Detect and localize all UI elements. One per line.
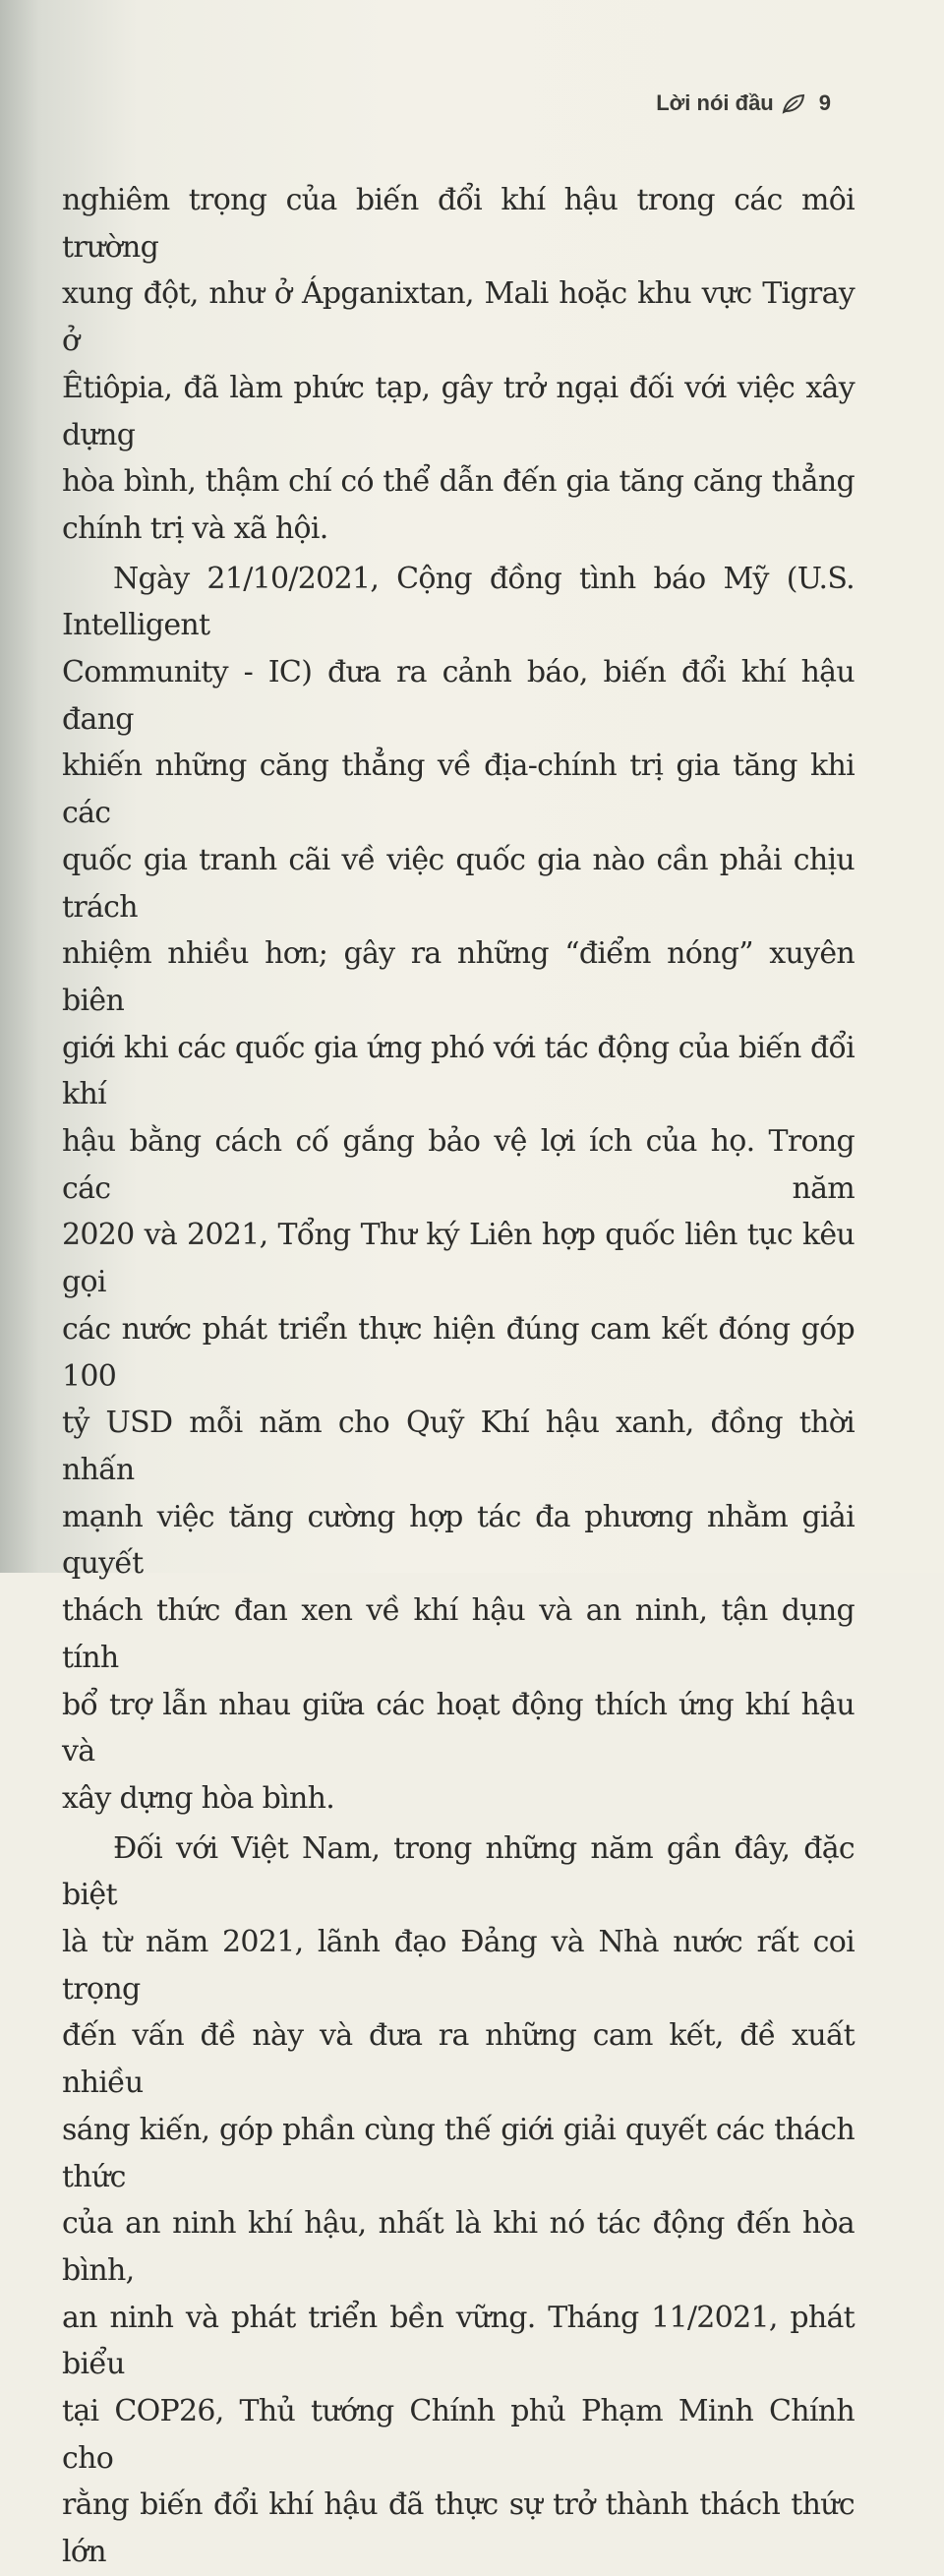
text-line: thách thức đan xen về khí hậu và an ninh, tận dụng tính [62, 1593, 855, 1675]
text-line: xung đột, như ở Ápganixtan, Mali hoặc khu vực Tigray ở [62, 276, 855, 359]
text-line: đến vấn đề này và đưa ra những cam kết, đề xuất nhiều [62, 2018, 855, 2101]
text-line: khiến những căng thẳng về địa-chính trị gia tăng khi các [62, 749, 855, 831]
text-line: nhiệm nhiều hơn; gây ra những “điểm nóng” xuyên biên [62, 936, 855, 1018]
text-line: giới khi các quốc gia ứng phó với tác động của biến đổi khí [62, 1030, 855, 1112]
paragraph [62, 556, 855, 1823]
text-line: 2020 và 2021, Tổng Thư ký Liên hợp quốc liên tục kêu gọi [62, 1218, 855, 1300]
text-line: an ninh và phát triển bền vững. Tháng 11/2021, phát biểu [62, 2300, 855, 2382]
text-line: tỷ USD mỗi năm cho Quỹ Khí hậu xanh, đồng thời nhấn [62, 1406, 855, 1487]
text-line: hòa bình, thậm chí có thể dẫn đến gia tăng căng thẳng [62, 464, 855, 500]
text-line: là từ năm 2021, lãnh đạo Đảng và Nhà nước rất coi trọng [62, 1925, 855, 2007]
text-line: hậu bằng cách cố gắng bảo vệ lợi ích của họ. Trong các năm [62, 1124, 855, 1206]
text-line: quốc gia tranh cãi về việc quốc gia nào cần phải chịu trách [62, 842, 855, 925]
text-line: Ngày 21/10/2021, Cộng đồng tình báo Mỹ (U.S. Intelligent [62, 561, 855, 643]
text-line: các nước phát triển thực hiện đúng cam kết đóng góp 100 [62, 1311, 855, 1394]
text-line: xây dựng hòa bình. [62, 1780, 335, 1816]
text-line: Êtiôpia, đã làm phức tạp, gây trở ngại đối với việc xây dựng [62, 370, 855, 452]
text-line: Community - IC) đưa ra cảnh báo, biến đổi khí hậu đang [62, 655, 855, 737]
text-line: chính trị và xã hội. [62, 510, 328, 546]
paragraph [62, 1826, 855, 2576]
text-line: Đối với Việt Nam, trong những năm gần đây, đặc biệt [62, 1830, 855, 1913]
section-title: Lời nói đầu [656, 90, 774, 115]
text-line: tại COP26, Thủ tướng Chính phủ Phạm Minh Chính cho [62, 2394, 855, 2476]
text-line: bổ trợ lẫn nhau giữa các hoạt động thích ứng khí hậu và [62, 1687, 855, 1769]
text-line: mạnh việc tăng cường hợp tác đa phương nhằm giải quyết [62, 1499, 855, 1582]
paragraph [62, 177, 855, 553]
running-header [656, 90, 831, 116]
text-line: của an ninh khí hậu, nhất là khi nó tác động đến hòa bình, [62, 2206, 855, 2288]
page-number: 9 [818, 90, 831, 115]
leaf-icon [782, 92, 807, 114]
text-line: nghiêm trọng của biến đổi khí hậu trong các môi trường [62, 183, 855, 265]
text-line: rằng biến đổi khí hậu đã thực sự trở thành thách thức lớn [62, 2487, 855, 2570]
text-line: sáng kiến, góp phần cùng thế giới giải quyết các thách thức [62, 2112, 855, 2194]
body-text [62, 177, 855, 2576]
